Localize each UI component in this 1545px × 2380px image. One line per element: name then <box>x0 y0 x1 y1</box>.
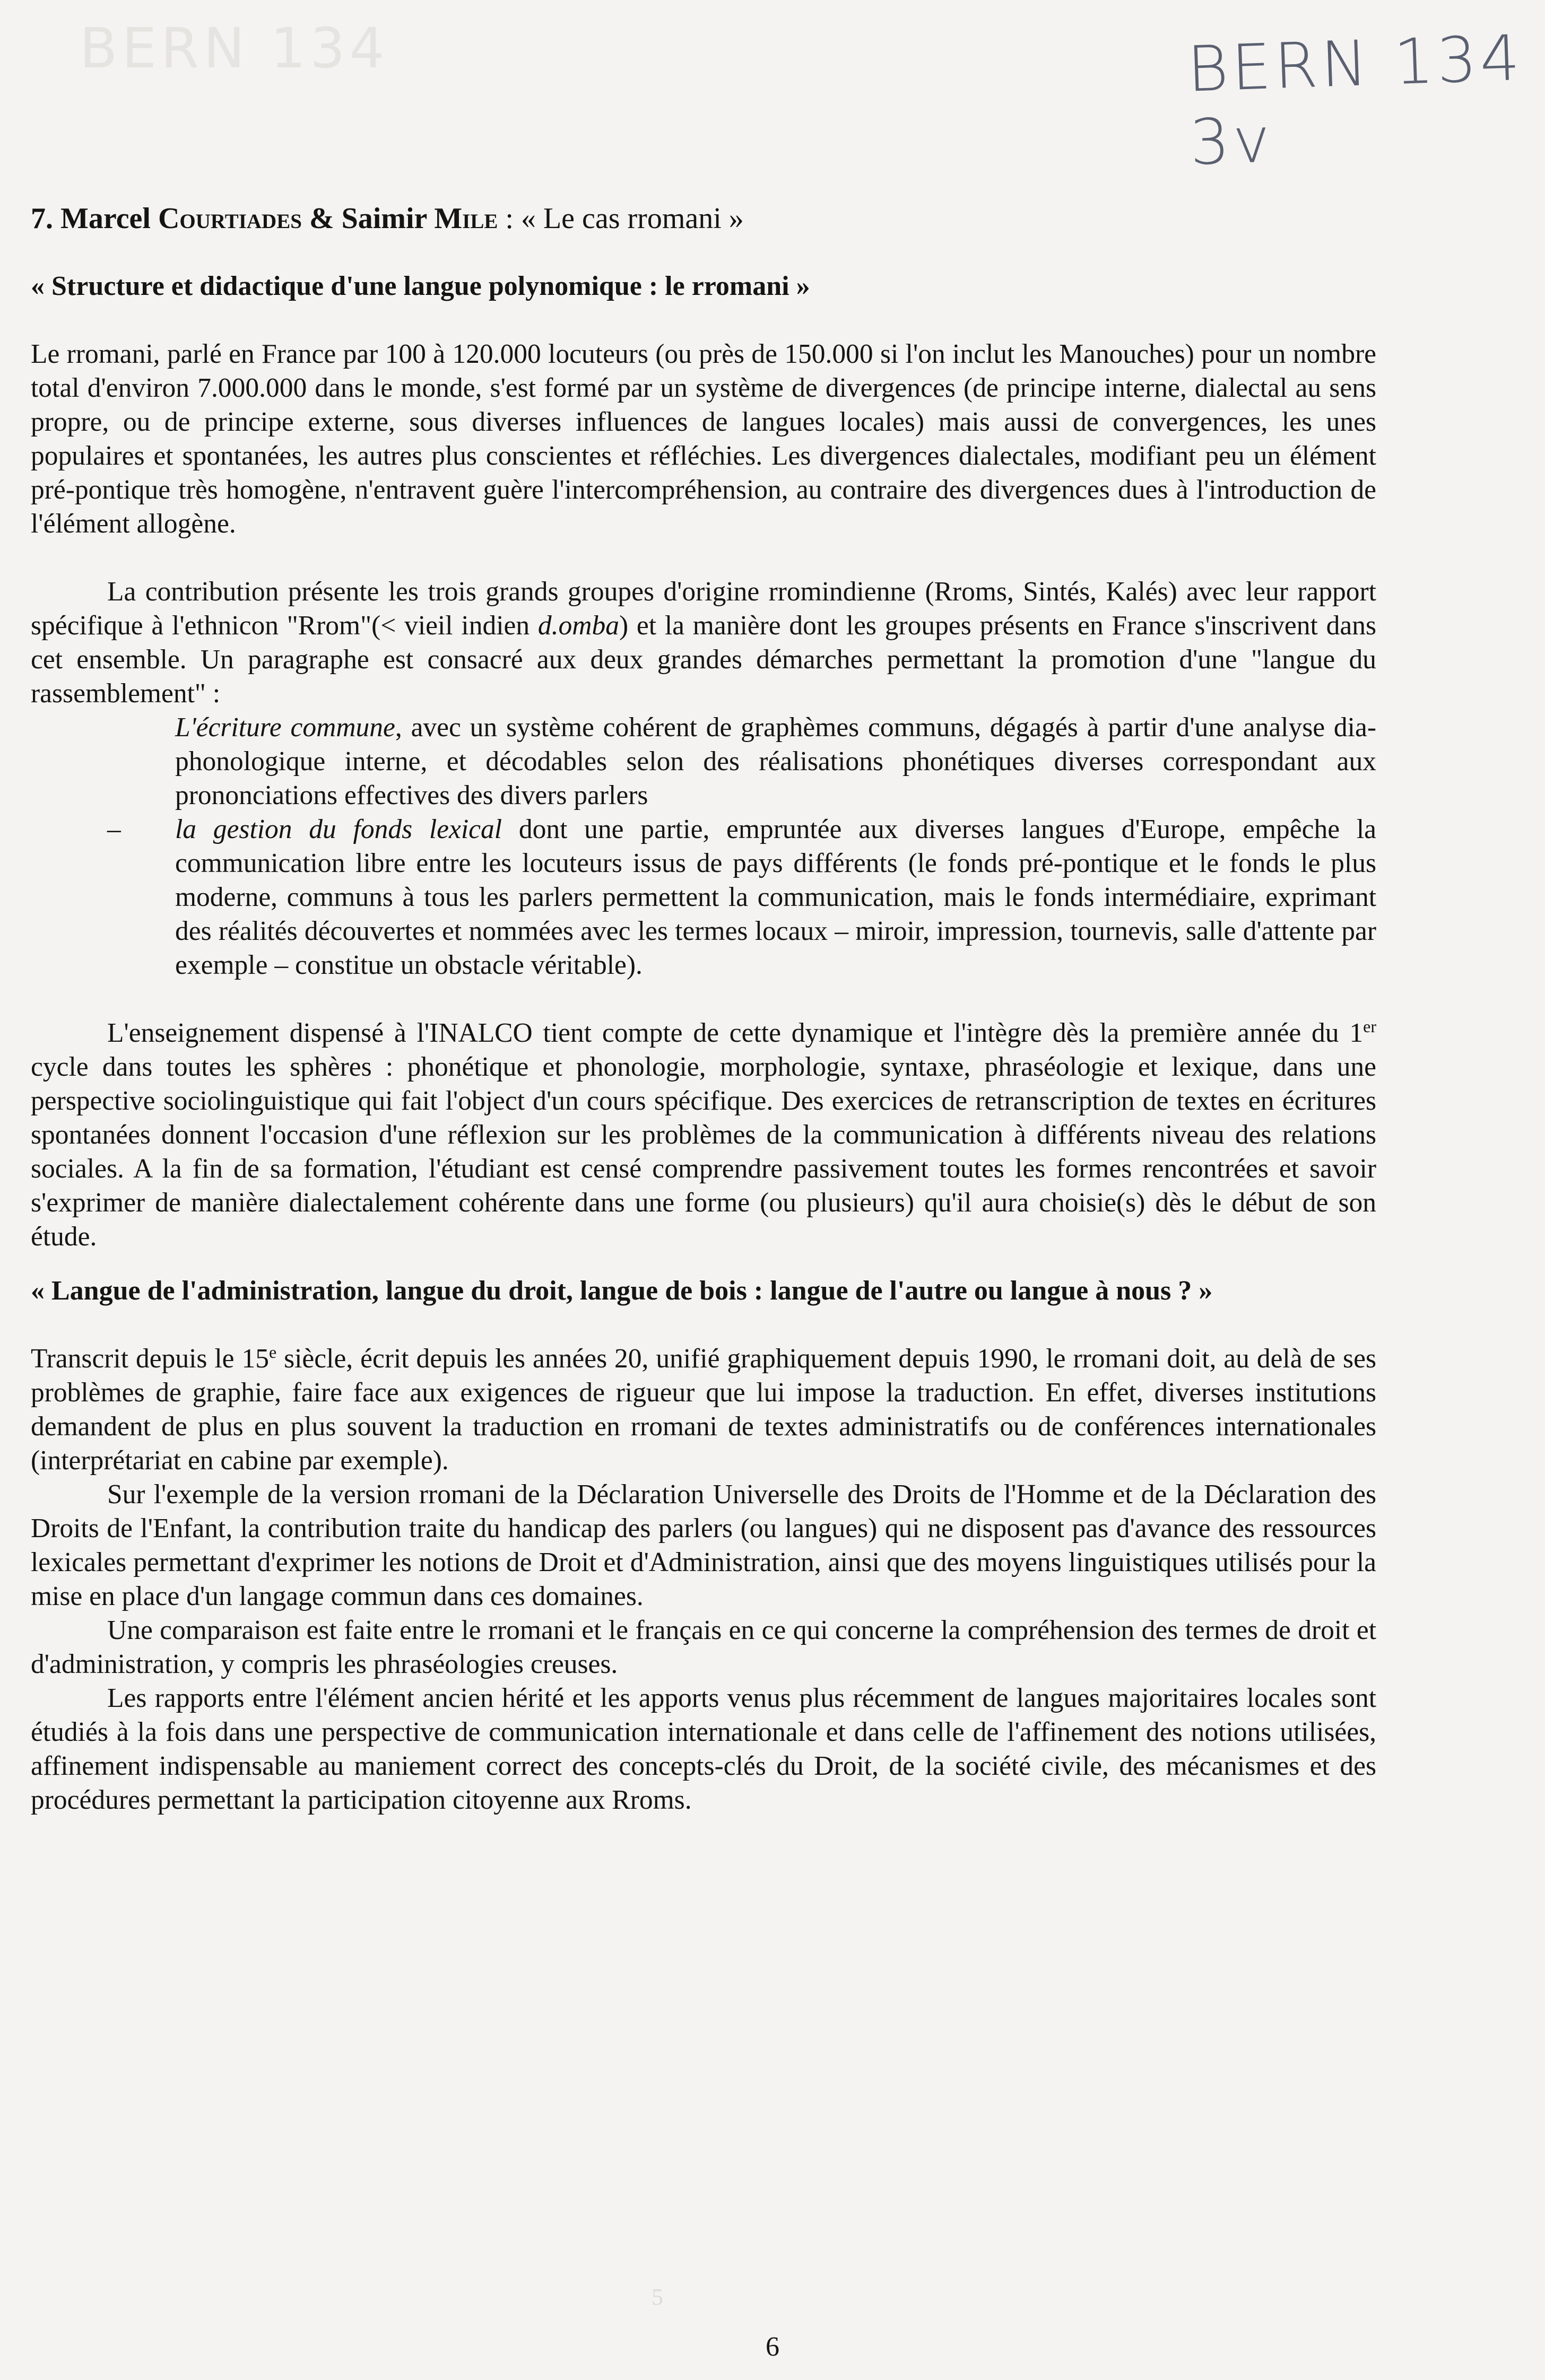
paragraph: Transcrit depuis le 15e siècle, écrit depuis les années 20, unifié graphiquement depuis 1990, le rromani doit, au delà de ses problèmes de graphie, faire face aux exigences de rigueur que lui impose la traduction. En effet, diverses institutions demandent de plus en plus souvent la traduction en rromani de textes administratifs ou de conférences internationales (interprétariat en cabine par exemple). <box>31 1342 1376 1476</box>
list-dash: – <box>107 814 121 844</box>
paragraph: Sur l'exemple de la version rromani de la Déclaration Universelle des Droits de l'Homme et de la Déclaration des Droits de l'Enfant, la contribution traite du handicap des parlers (ou langues) qui ne disposent pas d'avance des ressources lexicales permettant d'exprimer les notions de Droit et d'Administration, ainsi que des moyens linguistiques utilisés pour la mise en place d'un langage commun dans ces domaines. <box>31 1479 1376 1611</box>
page-number: 6 <box>766 2332 779 2362</box>
section-title <box>31 202 1376 236</box>
subsection-heading-2: « Langue de l'administration, langue du droit, langue de bois : langue de l'autre ou langue à nous ? » <box>31 1276 1213 1306</box>
paragraph: Une comparaison est faite entre le rromani et le français en ce qui concerne la compréhension des termes de droit et d'administration, y compris les phraséologies creuses. <box>31 1615 1376 1679</box>
title-prefix: 7. Marcel <box>31 202 158 235</box>
title-connector: & Saimir <box>301 202 435 235</box>
bleed-page-number: 5 <box>652 2284 663 2310</box>
paragraph: Le rromani, parlé en France par 100 à 120.000 locuteurs (ou près de 150.000 si l'on inclut les Manouches) pour un nombre total d'environ 7.000.000 dans le monde, s'est formé par un système de divergences (de principe interne, dialectal au sens propre, ou de principe externe, sous diverses influences de langues locales) mais aussi de convergences, les unes populaires et spontanées, les autres plus conscientes et réfléchies. Les divergences dialectales, modifiant peu un élément pré-pontique très homogène, n'entravent guère l'intercompréhension, au contraire des divergences dues à l'introduction de l'élément allogène. <box>31 339 1376 539</box>
page-content <box>31 202 1376 1817</box>
subsection-heading-1: « Structure et didactique d'une langue polynomique : le rromani » <box>31 271 810 301</box>
list-item: L'écriture commune, avec un système cohérent de graphèmes communs, dégagés à partir d'une analyse dia-phonologique interne, et décodables selon des réalisations phonétiques diverses correspondant aux prononciations effectives des divers parlers <box>175 712 1376 810</box>
paragraph: Les rapports entre l'élément ancien hérité et les apports venus plus récemment de langues majoritaires locales sont étudiés à la fois dans une perspective de communication internationale et dans celle de l'affinement des notions utilisées, affinement indispensable au maniement correct des concepts-clés du Droit, de la société civile, des mécanismes et des procédures permettant la participation citoyenne aux Rroms. <box>31 1683 1376 1815</box>
title-rest: : « Le cas rromani » <box>498 202 744 235</box>
faint-bleed-annotation: BERN 134 <box>80 16 389 81</box>
paragraph: L'enseignement dispensé à l'INALCO tient compte de cette dynamique et l'intègre dès la première année du 1er cycle dans toutes les sphères : phonétique et phonologie, morphologie, syntaxe, phraséologie et lexique, dans une perspective sociolinguistique qui fait l'object d'un cours spécifique. Des exercices de retranscription de textes en écritures spontanées donnent l'occasion d'une réflexion sur les problèmes de la communication à différents niveau des relations sociales. A la fin de sa formation, l'étudiant est censé comprendre passivement toutes les formes rencontrées et savoir s'exprimer de manière dialectalement cohérente dans une forme (ou plusieurs) qu'il aura choisie(s) dès le début de son étude. <box>31 1016 1376 1252</box>
paragraph: La contribution présente les trois grands groupes d'origine rromindienne (Rroms, Sintés, Kalés) avec leur rapport spécifique à l'ethnicon "Rrom"(< vieil indien d.omba) et la manière dont les groupes présents en France s'inscrivent dans cet ensemble. Un paragraphe est consacré aux deux grandes démarches permettant la promotion d'une "langue du rassemblement" : <box>31 577 1376 709</box>
author-name-1: Courtiades <box>158 202 302 235</box>
list-item: – la gestion du fonds lexical dont une partie, empruntée aux diverses langues d'Europe, empêche la communication libre entre les locuteurs issus de pays différents (le fonds pré-pontique et le fonds le plus moderne, communs à tous les parlers permettent la communication, mais le fonds intermédiaire, exprimant des réalités découvertes et nommées avec les termes locaux – miroir, impression, tournevis, salle d'attente par exemple – constitue un obstacle véritable). <box>31 813 1376 982</box>
handwritten-annotation: BERN 134 3v <box>1186 21 1524 179</box>
author-name-2: Mile <box>434 202 498 235</box>
